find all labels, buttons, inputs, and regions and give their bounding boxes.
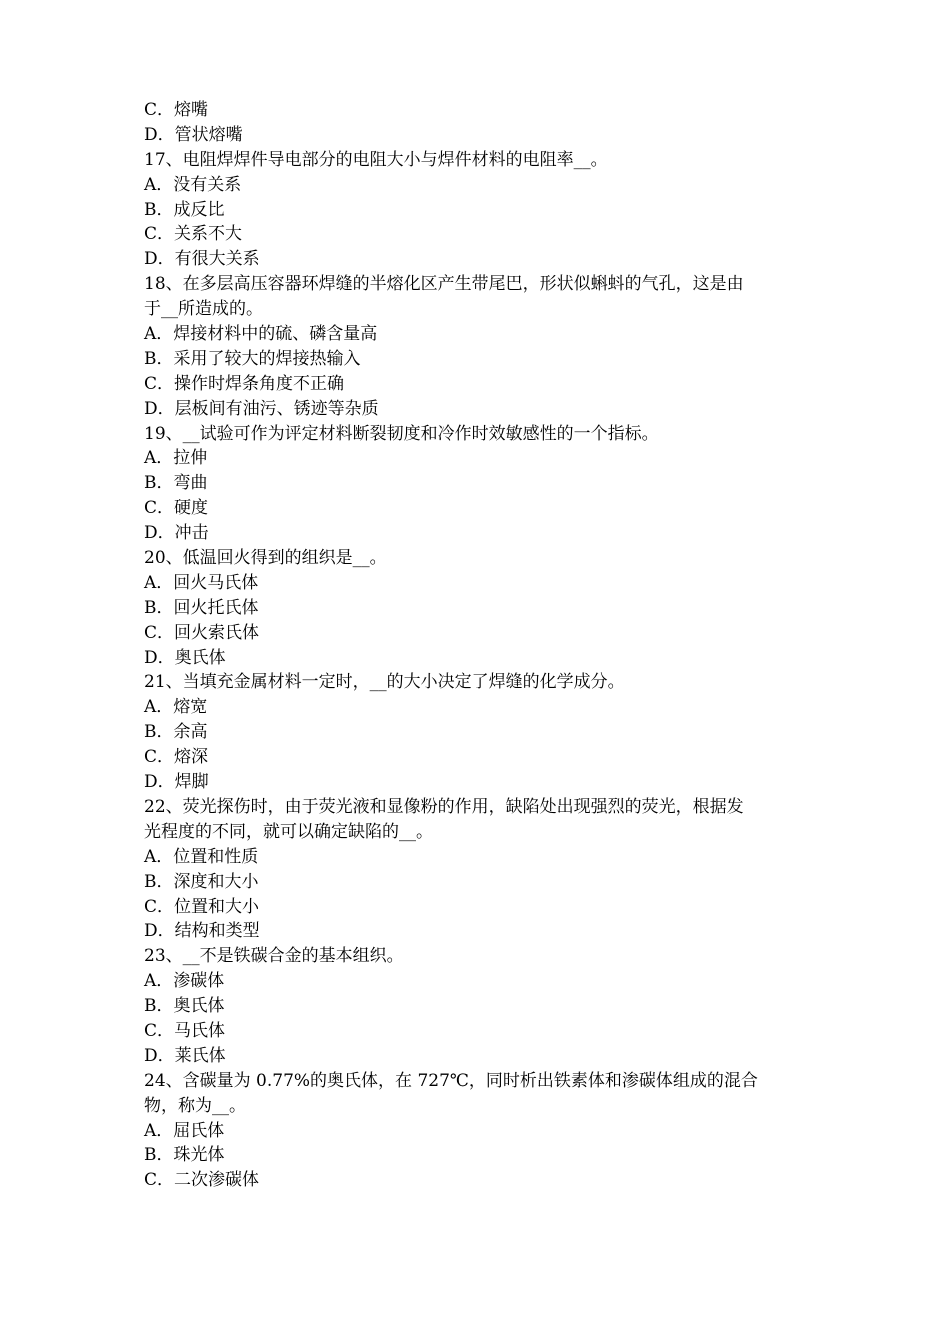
text-line: D．奥氏体 — [144, 647, 226, 668]
text-line: D．结构和类型 — [144, 921, 260, 942]
text-line: C．硬度 — [144, 498, 209, 519]
text-line: D．有很大关系 — [144, 249, 260, 270]
text-line: D．管状熔嘴 — [144, 124, 243, 145]
text-line: 20、低温回火得到的组织是__。 — [144, 548, 387, 569]
text-line: A．渗碳体 — [144, 971, 225, 992]
text-line: A．没有关系 — [144, 174, 242, 195]
text-line: A．拉伸 — [144, 448, 208, 469]
text-line: 21、当填充金属材料一定时，__的大小决定了焊缝的化学成分。 — [144, 672, 625, 693]
text-line: 17、电阻焊焊件导电部分的电阻大小与焊件材料的电阻率__。 — [144, 149, 608, 170]
text-line: D．莱氏体 — [144, 1045, 226, 1066]
text-line: A．屈氏体 — [144, 1120, 225, 1141]
text-line: C．操作时焊条角度不正确 — [144, 373, 345, 394]
text-line: 物，称为__。 — [144, 1095, 246, 1116]
text-line: C．马氏体 — [144, 1020, 226, 1041]
text-line: C．回火索氏体 — [144, 622, 260, 643]
text-line: 22、荧光探伤时，由于荧光液和显像粉的作用，缺陷处出现强烈的荧光，根据发 — [144, 796, 744, 817]
text-line: B．余高 — [144, 722, 208, 743]
text-line: 18、在多层高压容器环焊缝的半熔化区产生带尾巴，形状似蝌蚪的气孔，这是由 — [144, 274, 744, 295]
text-line: C．熔深 — [144, 747, 209, 768]
text-line: A．位置和性质 — [144, 846, 259, 867]
text-line: 24、含碳量为 0.77%的奥氏体，在 727℃，同时析出铁素体和渗碳体组成的混合 — [144, 1070, 758, 1091]
text-line: B．奥氏体 — [144, 996, 225, 1017]
text-line: 光程度的不同，就可以确定缺陷的__。 — [144, 821, 433, 842]
text-line: C．二次渗碳体 — [144, 1170, 260, 1191]
text-line: C．关系不大 — [144, 224, 243, 245]
text-line: 23、__不是铁碳合金的基本组织。 — [144, 946, 404, 967]
text-line: B．成反比 — [144, 199, 225, 220]
text-line: A．焊接材料中的硫、磷含量高 — [144, 324, 378, 345]
text-line: D．焊脚 — [144, 772, 209, 793]
text-line: C．熔嘴 — [144, 100, 209, 120]
text-line: A．熔宽 — [144, 697, 208, 718]
text-line: B．弯曲 — [144, 473, 208, 494]
text-line: D．冲击 — [144, 523, 209, 544]
text-line: D．层板间有油污、锈迹等杂质 — [144, 398, 379, 419]
document-body — [144, 98, 824, 1193]
text-line: A．回火马氏体 — [144, 572, 259, 593]
text-line: C．位置和大小 — [144, 896, 260, 917]
text-line: B．回火托氏体 — [144, 597, 259, 618]
text-line: B．深度和大小 — [144, 871, 259, 892]
text-line: 于__所造成的。 — [144, 299, 263, 320]
text-line: B．采用了较大的焊接热输入 — [144, 348, 361, 369]
text-line: B．珠光体 — [144, 1145, 225, 1166]
text-line: 19、__试验可作为评定材料断裂韧度和冷作时效敏感性的一个指标。 — [144, 423, 659, 444]
